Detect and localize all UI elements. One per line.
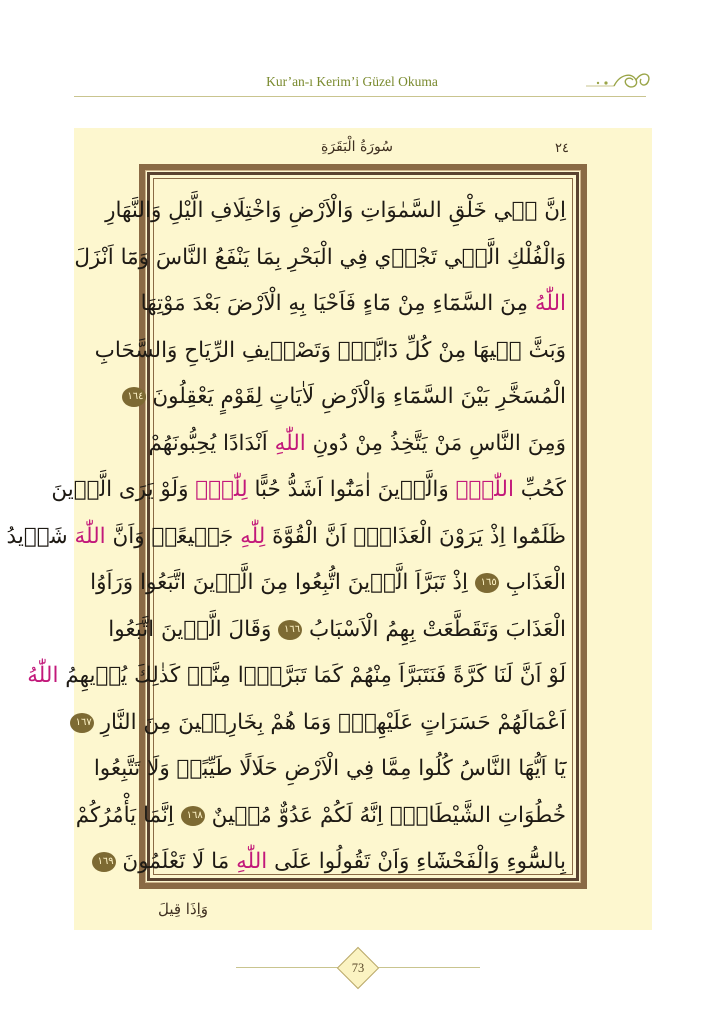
verse-line [51, 465, 566, 515]
juz-number: ٢٤ [555, 141, 569, 156]
verse-line [93, 744, 566, 794]
verse-text: شَدٖيدُ [6, 523, 75, 549]
verse-line [97, 837, 566, 887]
ayah-number-marker: ١٦٤ [122, 387, 146, 407]
verse-line [90, 558, 566, 608]
verse-text: ظَلَمُٓوا اِذْ يَرَوْنَ الْعَذَابَۙ اَنَّ الْقُوَّةَ [265, 523, 566, 549]
footer-rule-left [236, 967, 340, 968]
divine-name-highlight: اللّٰهُ [534, 291, 566, 316]
ayah-number-marker: ١٦٦ [278, 620, 302, 640]
verse-text: كَحُبِّ [513, 477, 566, 502]
ayah-number-marker: ١٦٩ [92, 852, 116, 872]
divine-name-highlight: اللّٰهِ [274, 430, 306, 456]
verse-text: لَوْ اَنَّ لَنَا كَرَّةً فَنَتَبَرَّاَ مِنْهُمْ كَمَا تَبَرَّؤُ۫ا مِنَّاۜ كَذٰلِكَ يُرٖيهِمُ [58, 663, 566, 688]
verse-text: وَلَوْ يَرَى الَّذٖينَ [51, 477, 196, 502]
verse-line [108, 605, 566, 655]
verse-text: وَقَالَ الَّذٖينَ اتَّبَعُوا [108, 616, 279, 642]
footer-rule-right [376, 967, 480, 968]
divine-name-highlight: اللّٰهَ [74, 523, 106, 549]
verse-line [74, 233, 566, 283]
verse-text: يَٓا اَيُّهَا النَّاسُ كُلُوا مِمَّا فِي الْاَرْضِ حَلَالًا طَيِّبًاۘ وَلَا تَتَّبِعُوا [93, 756, 566, 781]
verse-text: جَمٖيعًاۙ وَاَنَّ [105, 523, 241, 549]
verse-line [75, 791, 566, 841]
divine-name-highlight: اللّٰهِ [236, 849, 268, 874]
verse-text: اَنْدَادًا يُحِبُّونَهُمْ [148, 430, 275, 456]
catchword: وَاِذَا قِيلَ [157, 900, 209, 918]
verse-line [140, 279, 566, 329]
verse-text: الْعَذَابَ وَتَقَطَّعَتْ بِهِمُ الْاَسْبَابُ [302, 616, 566, 642]
ayah-number-marker: ١٦٨ [181, 806, 205, 826]
page-number: 73 [351, 961, 365, 975]
verse-line [148, 419, 566, 469]
verse-text: وَمِنَ النَّاسِ مَنْ يَتَّخِذُ مِنْ دُونِ [305, 430, 566, 456]
verse-text: مَا لَا تَعْلَمُونَ [115, 849, 237, 874]
verse-text: وَالَّذٖينَ اٰمَنُٓوا اَشَدُّ حُبًّا [247, 477, 456, 502]
divine-name-highlight: اللّٰهِۜ [455, 477, 514, 502]
verse-text: اِذْ تَبَرَّاَ الَّذٖينَ اتُّبِعُوا مِنَ الَّذٖينَ اتَّبَعُوا وَرَاَوُا [90, 570, 475, 595]
header-rule [74, 96, 646, 97]
verse-text: اِنَّمَا يَأْمُرُكُمْ [75, 802, 181, 828]
verse-text: خُطُوَاتِ الشَّيْطَانِۜ اِنَّهُ لَكُمْ عَدُوٌّ مُبٖينٌ [204, 802, 566, 828]
divine-name-highlight: لِلّٰهِۜ [195, 477, 248, 502]
ayah-number-marker: ١٦٥ [475, 573, 499, 593]
verse-text: اِنَّ فٖي خَلْقِ السَّمٰوَاتِ وَالْاَرْضِ وَاخْتِلَافِ الَّيْلِ وَالنَّهَارِ [105, 198, 566, 223]
verse-line [94, 326, 566, 376]
verse-text: اَعْمَالَهُمْ حَسَرَاتٍ عَلَيْهِمْۜ وَمَا هُمْ بِخَارِجٖينَ مِنَ النَّارِ [93, 709, 566, 735]
verse-text: مِنَ السَّمَٓاءِ مِنْ مَٓاءٍ فَاَحْيَا بِهِ الْاَرْضَ بَعْدَ مَوْتِهَا [140, 291, 535, 316]
floral-flourish-icon [584, 66, 654, 94]
verse-line [105, 186, 566, 236]
verse-text: الْعَذَابِ [498, 570, 566, 595]
divine-name-highlight: اللّٰهُ [27, 663, 59, 688]
verse-text: وَبَثَّ فٖيهَا مِنْ كُلِّ دَٓابَّةٍۖ وَتَصْرٖيفِ الرِّيَاحِ وَالسَّحَابِ [94, 337, 566, 363]
verse-line [27, 651, 566, 701]
divine-name-highlight: لِلّٰهِ [240, 523, 266, 549]
verse-line [127, 372, 566, 422]
verse-line [75, 698, 566, 748]
surah-name: سُورَةُ الْبَقَرَةِ [320, 139, 394, 155]
running-header-title: Kur’an-ı Kerim’i Güzel Okuma [266, 74, 438, 89]
verse-line [6, 512, 566, 562]
verse-text: الْمُسَخَّرِ بَيْنَ السَّمَٓاءِ وَالْاَرْضِ لَاٰيَاتٍ لِقَوْمٍ يَعْقِلُونَ [145, 384, 566, 409]
verse-text: وَالْفُلْكِ الَّتٖي تَجْرٖي فِي الْبَحْرِ بِمَا يَنْفَعُ النَّاسَ وَمَٓا اَنْزَلَ [74, 244, 566, 270]
verse-text: بِالسُّٓوءِ وَالْفَحْشَٓاءِ وَاَنْ تَقُولُوا عَلَى [267, 849, 566, 874]
ayah-number-marker: ١٦٧ [70, 713, 94, 733]
